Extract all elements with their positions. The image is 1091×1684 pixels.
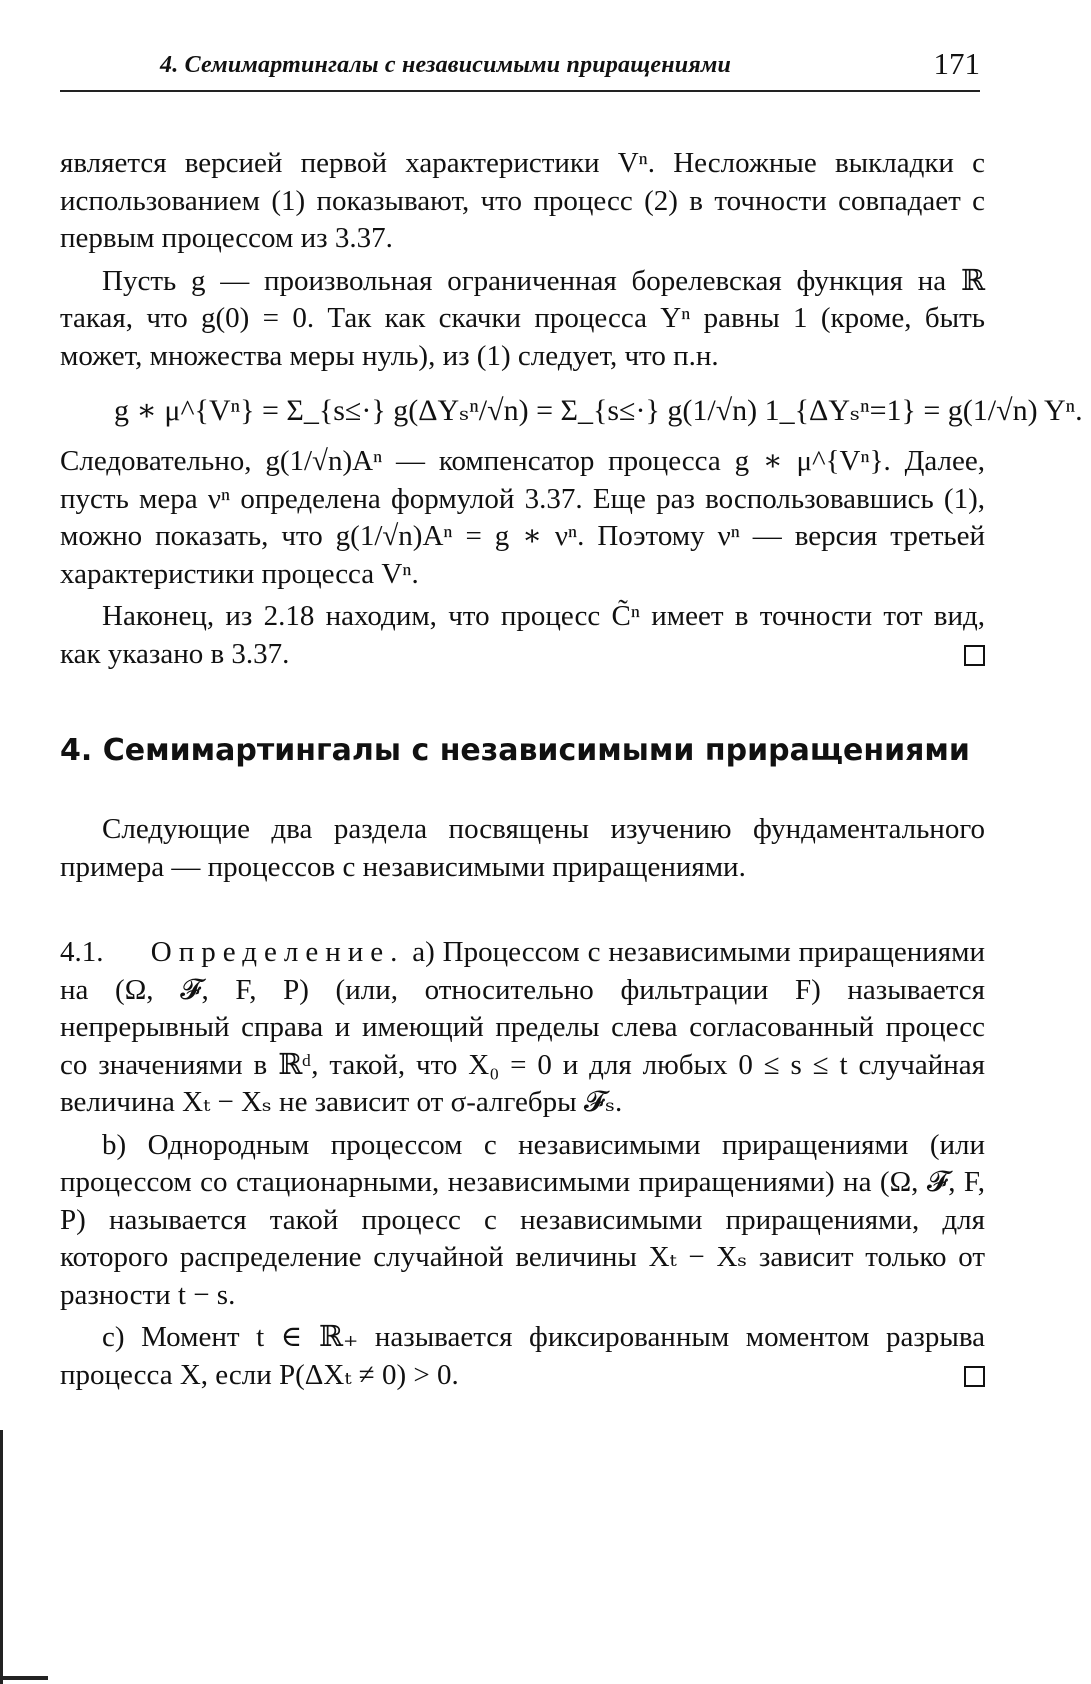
page-body (60, 145, 1083, 1394)
definition-label: Определение. (150, 936, 405, 968)
page-number: 171 (933, 46, 980, 81)
scan-edge-line (0, 1430, 3, 1684)
definition-a (60, 934, 985, 1122)
paragraph-4 (60, 598, 985, 673)
running-title: 4. Семимартингалы с независимыми приращениями (160, 52, 732, 78)
section-heading: 4. Семимартингалы с независимыми приращениями (60, 733, 970, 768)
definition-c (60, 1319, 985, 1394)
definition-c-text: c) Момент t ∈ ℝ₊ называется фиксированным моментом разрыва процесса X, если P(ΔXₜ ≠ 0) > 0. (60, 1321, 985, 1391)
paragraph-4-text: Наконец, из 2.18 находим, что процесс C̃ⁿ имеет в точности тот вид, как указано в 3.37. (60, 600, 985, 670)
qed-square-icon (964, 1366, 985, 1387)
definition-b: b) Однородным процессом с независимыми приращениями (или процессом со стационарными, независимыми приращениями) на (Ω, 𝓕, F, P) называется такой процесс с независимыми приращениями, для которого распределение случайной величины Xₜ − Xₛ зависит только от разности t − s. (60, 1128, 985, 1311)
section-intro: Следующие два раздела посвящены изучению фундаментального примера — процессов с независимыми приращениями. (60, 813, 985, 883)
paragraph-2: Пусть g — произвольная ограниченная борелевская функция на ℝ такая, что g(0) = 0. Так как скачки процесса Yⁿ равны 1 (кроме, быть может, множества меры нуль), из (1) следует, что п.н. (60, 264, 985, 372)
header-rule (60, 90, 980, 92)
definition-number: 4.1. (60, 936, 104, 968)
paragraph-3: Следовательно, g(1/√n)Aⁿ — компенсатор процесса g ∗ μ^{Vⁿ}. Далее, пусть мера νⁿ определена формулой 3.37. Еще раз воспользовавшись (1), можно показать, что g(1/√n)Aⁿ = g ∗ νⁿ. Поэтому νⁿ — версия третьей характеристики процесса Vⁿ. (60, 445, 985, 590)
page-header (60, 44, 980, 84)
paragraph-1: является версией первой характеристики Vⁿ. Несложные выкладки с использованием (1) показывают, что процесс (2) в точности совпадает с первым процессом из 3.37. (60, 147, 985, 254)
definition-a-text: a) Процессом с независимыми приращениями на (Ω, 𝓕, F, P) (или, относительно фильтрации F) называется непрерывный справа и имеющий пределы слева согласованный процесс со значениями в ℝᵈ, такой, что X₀ = 0 и для любых 0 ≤ s ≤ t случайная величина Xₜ − Xₛ не зависит от σ-алгебры 𝓕ₛ. (60, 936, 986, 1118)
display-formula: g ∗ μ^{Vⁿ} = Σ_{s≤·} g(ΔYₛⁿ/√n) = Σ_{s≤·} g(1/√n) 1_{ΔYₛⁿ=1} = g(1/√n) Yⁿ. (114, 394, 1083, 427)
qed-square-icon (964, 645, 985, 666)
scan-corner-line (0, 1676, 48, 1680)
